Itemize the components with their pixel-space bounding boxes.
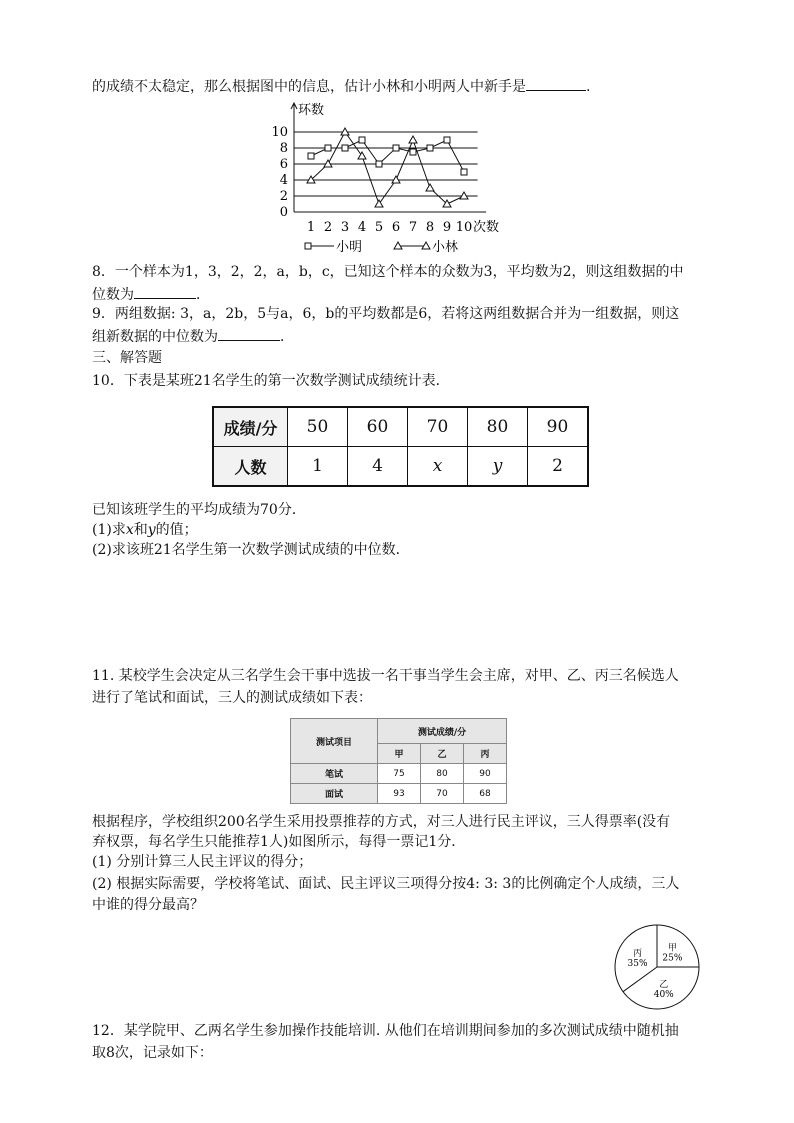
q11-line2: 进行了笔试和面试，三人的测试成绩如下表： [92,690,372,706]
q12-line2: 取8次，记录如下： [92,1045,213,1061]
table-row: 甲 乙 丙 [291,744,507,764]
table-row: 测试项目 测试成绩/分 [291,719,507,744]
data-point [342,145,348,151]
legend-label: 小明 [336,240,363,255]
vote-pie-chart [612,922,702,1012]
x-tick-label: 10 [455,220,473,235]
pie-slice-percent: 25% [662,953,683,964]
legend-label: 小林 [432,240,459,255]
x-tick-label: 7 [408,220,418,235]
series-line [311,140,464,172]
data-point [409,136,417,143]
q8-line2: 位数为 ． [92,284,210,305]
y-axis-label: 环数 [298,103,325,118]
q9-line2: 组新数据的中位数为 ． [92,326,294,347]
q10-part2: (2)求该班21名学生第一次数学测试成绩的中位数． [92,542,410,558]
x-axis-label: 次数 [473,220,500,235]
q9-line1: 9．两组数据: 3，a，2b，5与a，6，b的平均数都是6，若将这两组数据合并为一组数据，则这 [92,306,680,322]
y-tick-label: 4 [279,173,288,188]
y-tick-label: 8 [279,141,288,156]
q12-line1: 12．某学院甲、乙两名学生参加操作技能培训. 从他们在培训期间参加的多次测试成绩中随机抽 [92,1023,679,1039]
x-tick-label: 9 [442,220,452,235]
data-point [427,145,433,151]
q10-part1: (1)求x和y的值； [92,522,198,538]
q10-intro: 10．下表是某班21名学生的第一次数学测试成绩统计表． [92,373,450,389]
answer-blank[interactable] [218,326,280,341]
data-point [375,200,383,207]
score-table [212,406,589,487]
data-point [325,145,331,151]
pie-slice-name: 乙 [659,979,669,990]
q7-text: 的成绩不太稳定，那么根据图中的信息，估计小林和小明两人中新手是 . [92,76,590,97]
table-row: 笔试 75 80 90 [291,764,507,784]
section-heading: 三、解答题 [92,350,162,366]
pie-slice-name: 甲 [667,943,677,954]
x-tick-label: 5 [374,220,384,235]
table-row: 人数 1 4 x y 2 [213,447,588,487]
data-point [359,137,365,143]
data-point [393,145,399,151]
y-tick-label: 10 [271,125,288,140]
legend-marker [305,243,311,249]
candidate-table [290,718,507,804]
q8-line1: 8．一个样本为1，3，2，2，a，b，c，已知这个样本的众数为3，平均数为2，则这组数据的中 [92,264,684,280]
q11-line4: 弃权票，每名学生只能推荐1人)如图所示，每得一票记1分． [92,834,466,850]
q10-given: 已知该班学生的平均成绩为70分． [92,502,306,518]
x-tick-label: 4 [357,220,367,235]
q11-line3: 根据程序，学校组织200名学生采用投票推荐的方式，对三人进行民主评议，三人得票率(没有 [92,814,671,830]
data-point [308,153,314,159]
x-tick-label: 6 [391,220,401,235]
pie-slice-percent: 40% [653,989,674,1000]
pie-slice-name: 丙 [633,949,643,960]
x-tick-label: 1 [306,220,316,235]
table-row: 成绩/分 50 60 70 80 90 [213,407,588,447]
x-tick-label: 3 [340,220,350,235]
data-point [376,161,382,167]
table-row: 面试 93 70 68 [291,784,507,804]
y-tick-label: 2 [279,189,288,204]
data-point [444,137,450,143]
q11-line1: 11. 某校学生会决定从三名学生会干事中选拔一名干事当学生会主席，对甲、乙、丙三名候选人 [92,668,679,684]
y-tick-label: 6 [279,157,288,172]
line-chart [256,100,536,260]
data-point [461,169,467,175]
data-point [410,149,416,155]
data-point [358,152,366,159]
q11-part2a: (2) 根据实际需要，学校将笔试、面试、民主评议三项得分按4: 3: 3的比例确定个人成绩，三人 [92,876,680,892]
y-tick-label: 0 [279,205,288,220]
answer-blank[interactable] [134,284,196,299]
pie-slice-percent: 35% [627,959,648,970]
data-point [426,184,434,191]
q11-part1: (1) 分别计算三人民主评议的得分； [92,854,313,870]
x-tick-label: 8 [425,220,435,235]
q11-part2b: 中谁的得分最高？ [92,897,204,913]
x-tick-label: 2 [323,220,333,235]
answer-blank[interactable] [526,76,586,91]
